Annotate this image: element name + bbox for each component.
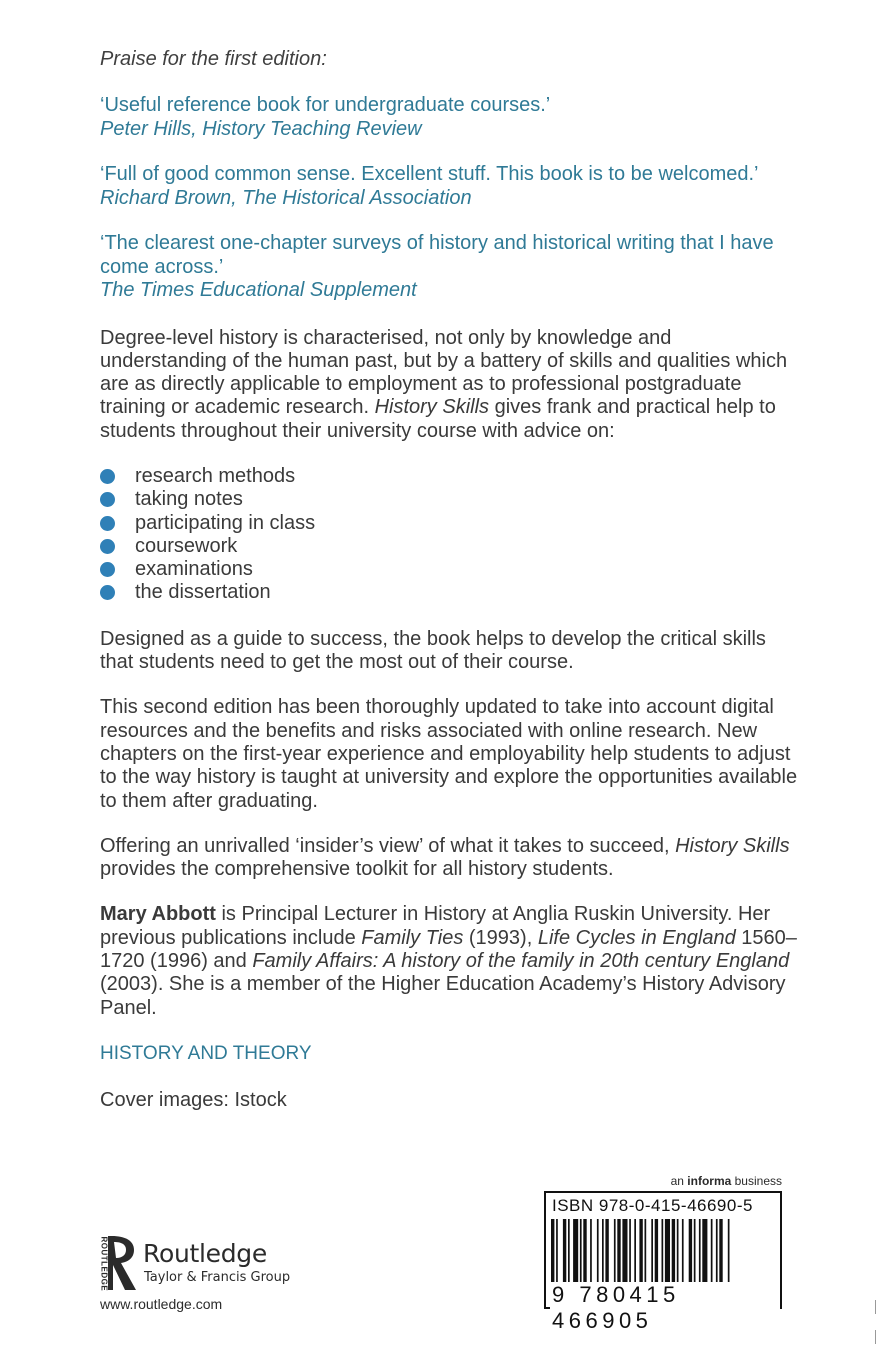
informa-tagline: an informa business bbox=[670, 1174, 782, 1188]
praise-heading: Praise for the first edition: bbox=[100, 48, 327, 70]
review-quote bbox=[100, 232, 800, 303]
list-item: taking notes bbox=[100, 488, 800, 511]
barcode-bar bbox=[655, 1219, 658, 1287]
publisher-group: Taylor & Francis Group bbox=[144, 1270, 291, 1285]
barcode-bars bbox=[551, 1219, 777, 1287]
isbn-label: ISBN 978-0-415-46690-5 bbox=[552, 1196, 753, 1215]
quote-source: Richard Brown, The Historical Association bbox=[100, 186, 472, 209]
barcode-bar bbox=[617, 1219, 620, 1287]
barcode-bar bbox=[639, 1219, 642, 1287]
author-bio: Mary Abbott is Principal Lecturer in History at Anglia Ruskin University. Her previous publications include Family Ties (1993), Life Cycles in England 1560–1720 (1996) and Family Affairs: A history of the family in 20th century England (2003). She is a member of the Higher Education Academy’s History Advisory Panel. bbox=[100, 903, 797, 1019]
barcode-bar bbox=[694, 1219, 696, 1287]
barcode-bar bbox=[602, 1219, 604, 1287]
barcode-bar bbox=[605, 1219, 608, 1287]
bullet-icon bbox=[100, 562, 115, 577]
barcode-bar bbox=[551, 1219, 554, 1287]
author-name: Mary Abbott bbox=[100, 903, 216, 926]
quote-source: The Times Educational Supplement bbox=[100, 279, 417, 301]
barcode-bar bbox=[702, 1219, 707, 1287]
list-item: research methods bbox=[100, 465, 800, 488]
barcode-number: 9 780415 466905 bbox=[550, 1282, 780, 1334]
barcode-bar bbox=[719, 1219, 722, 1287]
offering-paragraph: Offering an unrivalled ‘insider’s view’ of what it takes to succeed, History Skills provides the comprehensive toolkit for all history students. bbox=[100, 834, 790, 881]
barcode-bar bbox=[568, 1219, 570, 1287]
list-item: coursework bbox=[100, 535, 800, 558]
subject-category: HISTORY AND THEORY bbox=[100, 1042, 312, 1064]
barcode-bar bbox=[645, 1219, 647, 1287]
barcode-bar bbox=[634, 1219, 636, 1287]
intro-paragraph: Degree-level history is characterised, not only by knowledge and understanding of the human past, but by a battery of skills and qualities which are as directly applicable to employment as to professional postgraduate training or academic research. History Skills gives frank and practical help to students throughout their university course with advice on: bbox=[100, 326, 788, 442]
barcode-bar bbox=[665, 1219, 670, 1287]
routledge-r-icon bbox=[108, 1234, 138, 1292]
cover-credit: Cover images: Istock bbox=[100, 1088, 287, 1111]
quote-text: ‘Full of good common sense. Excellent stuff. This book is to be welcomed.’ bbox=[100, 163, 759, 185]
logo-side-text: ROUTLEDGE bbox=[99, 1236, 109, 1292]
barcode-bar bbox=[622, 1219, 627, 1287]
bullet-icon bbox=[100, 469, 115, 484]
list-item: the dissertation bbox=[100, 581, 800, 604]
bullet-icon bbox=[100, 539, 115, 554]
barcode-bar bbox=[716, 1219, 718, 1287]
back-cover-text bbox=[100, 44, 800, 1112]
book-title: History Skills bbox=[374, 396, 490, 419]
barcode-bar bbox=[597, 1219, 599, 1287]
review-quote bbox=[100, 94, 800, 141]
barcode-bar bbox=[590, 1219, 592, 1287]
second-edition-paragraph: This second edition has been thoroughly updated to take into account digital resources and the benefits and risks associated with online research. New chapters on the first-year experience and employability help students to adjust to the way history is taught at university and explore the opportunities available to them after graduating. bbox=[100, 696, 798, 812]
list-item: examinations bbox=[100, 558, 800, 581]
publisher-name: Routledge bbox=[143, 1239, 267, 1268]
review-quote bbox=[100, 163, 800, 210]
crop-mark bbox=[875, 1330, 876, 1344]
quote-source: Peter Hills, History Teaching Review bbox=[100, 117, 422, 140]
barcode-bar bbox=[662, 1219, 664, 1287]
quote-text: ‘The clearest one-chapter surveys of history and historical writing that I have come across.’ bbox=[100, 232, 774, 278]
barcode-bar bbox=[682, 1219, 684, 1287]
barcode-bar bbox=[677, 1219, 679, 1287]
quote-text: ‘Useful reference book for undergraduate courses.’ bbox=[100, 94, 551, 116]
barcode-bar bbox=[614, 1219, 616, 1287]
barcode-bar bbox=[651, 1219, 653, 1287]
barcode-bar bbox=[580, 1219, 582, 1287]
barcode-bar bbox=[563, 1219, 566, 1287]
bullet-icon bbox=[100, 492, 115, 507]
publisher-website[interactable]: www.routledge.com bbox=[100, 1296, 223, 1312]
bullet-icon bbox=[100, 585, 115, 600]
topic-list bbox=[100, 465, 800, 605]
barcode-bar bbox=[728, 1219, 730, 1287]
barcode-bar bbox=[689, 1219, 692, 1287]
barcode-bar bbox=[711, 1219, 713, 1287]
list-item: participating in class bbox=[100, 512, 800, 535]
routledge-logo bbox=[98, 1234, 318, 1294]
crop-mark bbox=[875, 1300, 876, 1314]
barcode-bar bbox=[556, 1219, 558, 1287]
book-title: History Skills bbox=[675, 834, 790, 857]
barcode-bar bbox=[672, 1219, 675, 1287]
barcode-bar bbox=[629, 1219, 631, 1287]
barcode-bar bbox=[583, 1219, 586, 1287]
isbn-barcode bbox=[544, 1191, 782, 1333]
guide-paragraph: Designed as a guide to success, the book helps to develop the critical skills that students need to get the most out of their course. bbox=[100, 627, 766, 674]
barcode-bar bbox=[573, 1219, 578, 1287]
barcode-bar bbox=[699, 1219, 701, 1287]
bullet-icon bbox=[100, 516, 115, 531]
